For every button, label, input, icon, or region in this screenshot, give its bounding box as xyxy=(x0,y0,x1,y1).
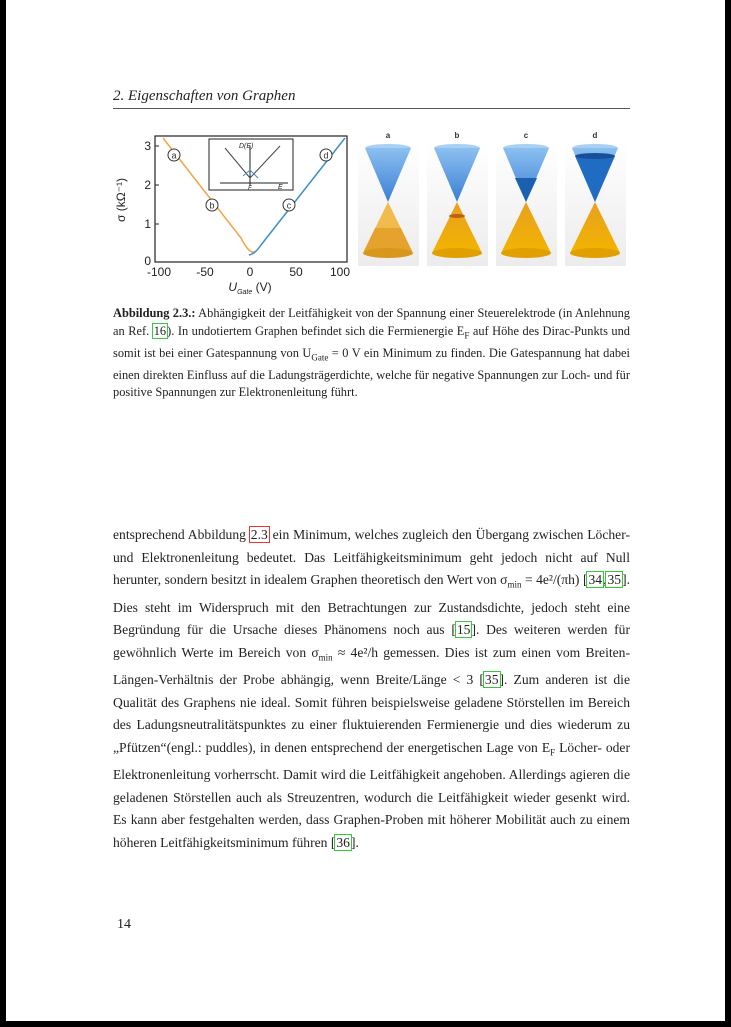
cone-panel-b xyxy=(427,131,488,266)
svg-text:d: d xyxy=(592,131,598,140)
marker-a xyxy=(168,149,180,161)
svg-text:a: a xyxy=(385,131,391,140)
svg-text:E: E xyxy=(278,184,283,191)
x-tick-label: 50 xyxy=(289,265,303,279)
y-tick-label: 2 xyxy=(144,178,151,192)
figure-2-3 xyxy=(113,128,628,298)
y-tick-label: 3 xyxy=(144,139,151,153)
figure-caption: Abbildung 2.3.: Abhängigkeit der Leitfähigkeit von der Spannung einer Steuerelektrode (in Anlehnung an Ref. 16). In undotiertem Graphen befindet sich die Fermienergie $E_F$ auf Höhe des Dirac-Punkts und somit ist bei einer Gatespannung von $U_{Gate} = 0$ V ein Minimum zu finden. Die Gatespannung hat dabei einen direkten Einfluss auf die Ladungsträgerdichte, welche für negative Spannungen zur Loch- und für positive Spannungen zur Elektronenleitung führt. xyxy=(113,306,631,400)
x-tick-label: 100 xyxy=(329,265,351,279)
svg-text:E: E xyxy=(248,186,253,192)
y-axis-label: σ (kΩ⁻¹) xyxy=(114,177,128,223)
page-number: 14 xyxy=(117,917,131,932)
svg-text:a: a xyxy=(171,150,177,161)
dirac-cones xyxy=(358,131,626,266)
svg-text:c: c xyxy=(523,131,529,140)
body-paragraph: entsprechend Abbildung 2.3 ein Minimum, welches zugleich den Übergang zwischen Löcher- und Elektronenleitung bedeutet. Das Leitfähigkeitsminimum geht jedoch nicht auf Null herunter, sondern besitzt in idealem Graphen theoretisch den Wert von $\sigma_{min} = 4e^2/(\pi h)$ [34,35]. Dies steht im Widerspruch mit den Betrachtungen zur Zustandsdichte, jedoch steht eine Begründung für die Ursache dieses Phänomens noch aus [15]. Des weiteren werden für gewöhnlich Werte im Bereich von $\sigma_{min} \approx 4e^2/h$ gemessen. Dies ist zum einen vom Breiten-Längen-Verhältnis der Probe abhängig, wenn Breite/Länge < 3 [35]. Zum anderen ist die Qualität des Graphens nie ideal. Somit führen beispielsweise geladene Störstellen im Bereich des Ladungsneutralitätspunktes zu einer fluktuierenden Fermienergie und dies wiederum zu „Pfützen“(engl.: puddles), in denen entsprechend der energetischen Lage von $E_F$ Löcher- oder Elektronenleitung vorherrscht. Damit wird die Leitfähigkeit angehoben. Allerdings agieren die geladenen Störstellen auch als Streuzentren, wodurch die Leitfähigkeit wieder gesenkt wird. Es kann aber festgehalten werden, dass Graphen-Proben mit höherer Mobilität auch zu einem höheren Leitfähigkeitsminimum führen [36]. xyxy=(113,527,630,850)
citation-link[interactable]: 36 xyxy=(336,834,350,850)
conductivity-chart xyxy=(114,136,350,296)
cone-panel-a xyxy=(358,131,419,266)
x-tick-label: -100 xyxy=(146,265,172,279)
dos-inset xyxy=(209,139,293,192)
x-tick-label: -50 xyxy=(196,265,214,279)
y-tick-label: 1 xyxy=(144,217,151,231)
caption-label: Abbildung 2.3.: xyxy=(113,306,196,320)
citation-link[interactable]: 35 xyxy=(607,572,622,588)
x-axis-label: $U_{Gate}$ (V) xyxy=(228,280,272,296)
figure-reference-link[interactable]: 2.3 xyxy=(250,527,268,542)
y-tick-label: 0 xyxy=(144,254,151,268)
svg-text:b: b xyxy=(209,200,215,211)
cone-panel-c xyxy=(496,131,557,266)
svg-text:b: b xyxy=(454,131,460,140)
citation-link[interactable]: 16 xyxy=(153,323,167,338)
citation-link[interactable]: 35 xyxy=(484,672,499,687)
header-rule xyxy=(113,108,630,109)
running-header: 2. Eigenschaften von Graphen xyxy=(113,88,296,104)
svg-text:d: d xyxy=(323,150,329,161)
svg-text:D(E): D(E) xyxy=(239,143,254,150)
svg-text:c: c xyxy=(286,200,292,211)
marker-c xyxy=(283,199,295,211)
x-tick-label: 0 xyxy=(246,265,254,279)
marker-d xyxy=(320,149,332,161)
citation-link[interactable]: 34 xyxy=(588,572,603,588)
citation-link[interactable]: 15 xyxy=(456,622,471,638)
marker-b xyxy=(206,199,218,211)
cone-panel-d xyxy=(565,131,626,266)
